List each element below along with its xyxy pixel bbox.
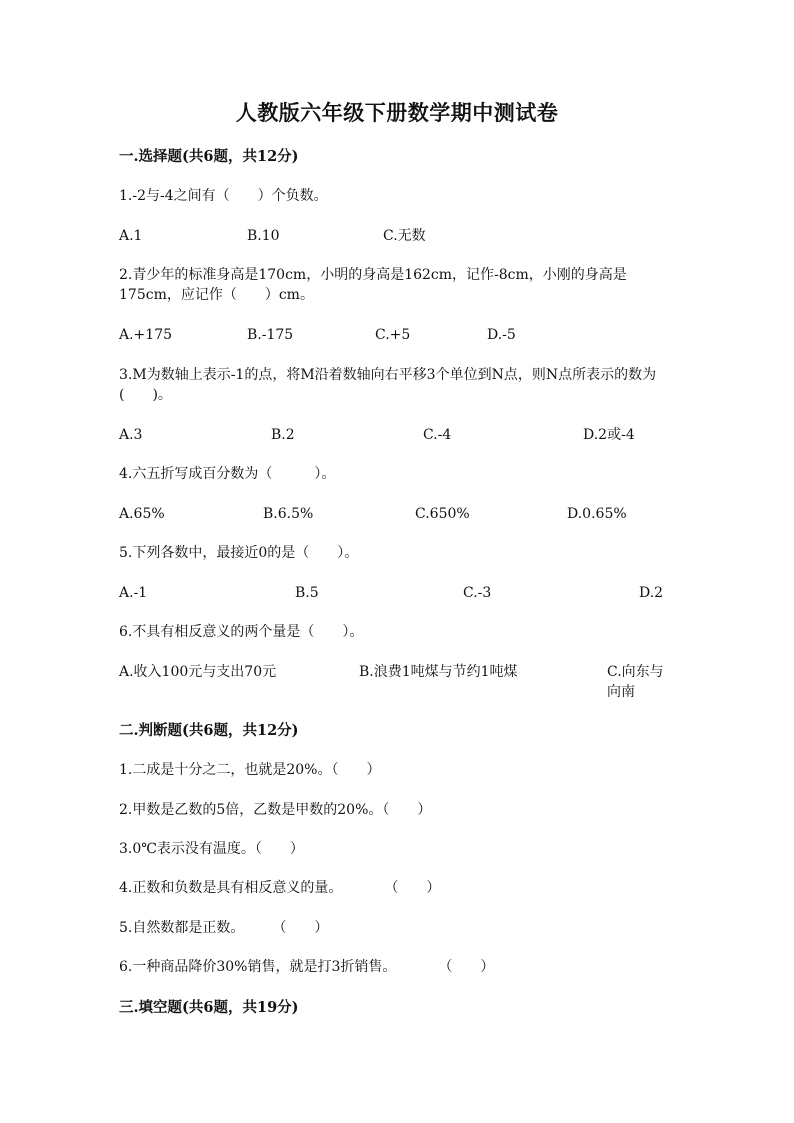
option-c: C.无数 xyxy=(383,228,426,244)
option-b: B.-175 xyxy=(247,327,294,343)
option-a: A.+175 xyxy=(119,327,173,343)
option-c: C.650% xyxy=(415,506,470,522)
exam-title: 人教版六年级下册数学期中测试卷 xyxy=(235,100,559,125)
question-text: 3.M为数轴上表示-1的点，将M沿着数轴向右平移3个单位到N点，则N点所表示的数为( )。 xyxy=(119,367,657,403)
option-d: D.2或-4 xyxy=(583,427,635,443)
option-d: D.-5 xyxy=(487,327,516,343)
option-c: C.向东与向南 xyxy=(607,664,664,700)
section-heading-choice: 一.选择题(共6题，共12分) xyxy=(119,148,299,165)
question-text: 5.自然数都是正数。 （ ） xyxy=(119,920,329,936)
option-a: A.收入100元与支出70元 xyxy=(119,664,277,680)
question-text: 3.0℃表示没有温度。（ ） xyxy=(119,841,304,857)
option-a: A.1 xyxy=(119,228,143,244)
option-a: A.65% xyxy=(119,506,165,522)
question-text: 1.二成是十分之二，也就是20%。（ ） xyxy=(119,762,381,778)
option-d: D.0.65% xyxy=(567,506,627,522)
option-a: A.-1 xyxy=(119,585,148,601)
section-heading-judgement: 二.判断题(共6题，共12分) xyxy=(119,722,299,739)
question-text: 5.下列各数中，最接近0的是（ ）。 xyxy=(119,545,359,561)
option-c: C.-3 xyxy=(463,585,492,601)
question-text: 4.正数和负数是具有相反意义的量。 （ ） xyxy=(119,880,441,896)
option-c: C.-4 xyxy=(423,427,452,443)
option-b: B.6.5% xyxy=(263,506,314,522)
question-text: 4.六五折写成百分数为（ ）。 xyxy=(119,466,336,482)
question-text: 1.-2与-4之间有（ ）个负数。 xyxy=(119,188,328,204)
option-a: A.3 xyxy=(119,427,143,443)
option-b: B.浪费1吨煤与节约1吨煤 xyxy=(359,664,518,680)
question-text: 6.不具有相反意义的两个量是（ ）。 xyxy=(119,624,364,640)
option-b: B.2 xyxy=(271,427,295,443)
option-b: B.5 xyxy=(295,585,319,601)
option-c: C.+5 xyxy=(375,327,411,343)
question-text: 2.甲数是乙数的5倍，乙数是甲数的20%。（ ） xyxy=(119,802,432,818)
question-text: 2.青少年的标准身高是170cm，小明的身高是162cm，记作-8cm，小刚的身高是175cm，应记作（ ）cm。 xyxy=(119,267,627,303)
option-b: B.10 xyxy=(247,228,280,244)
option-d: D.2 xyxy=(639,585,664,601)
question-text: 6.一种商品降价30%销售，就是打3折销售。 （ ） xyxy=(119,959,495,975)
section-heading-fill-in: 三.填空题(共6题，共19分) xyxy=(119,999,299,1016)
